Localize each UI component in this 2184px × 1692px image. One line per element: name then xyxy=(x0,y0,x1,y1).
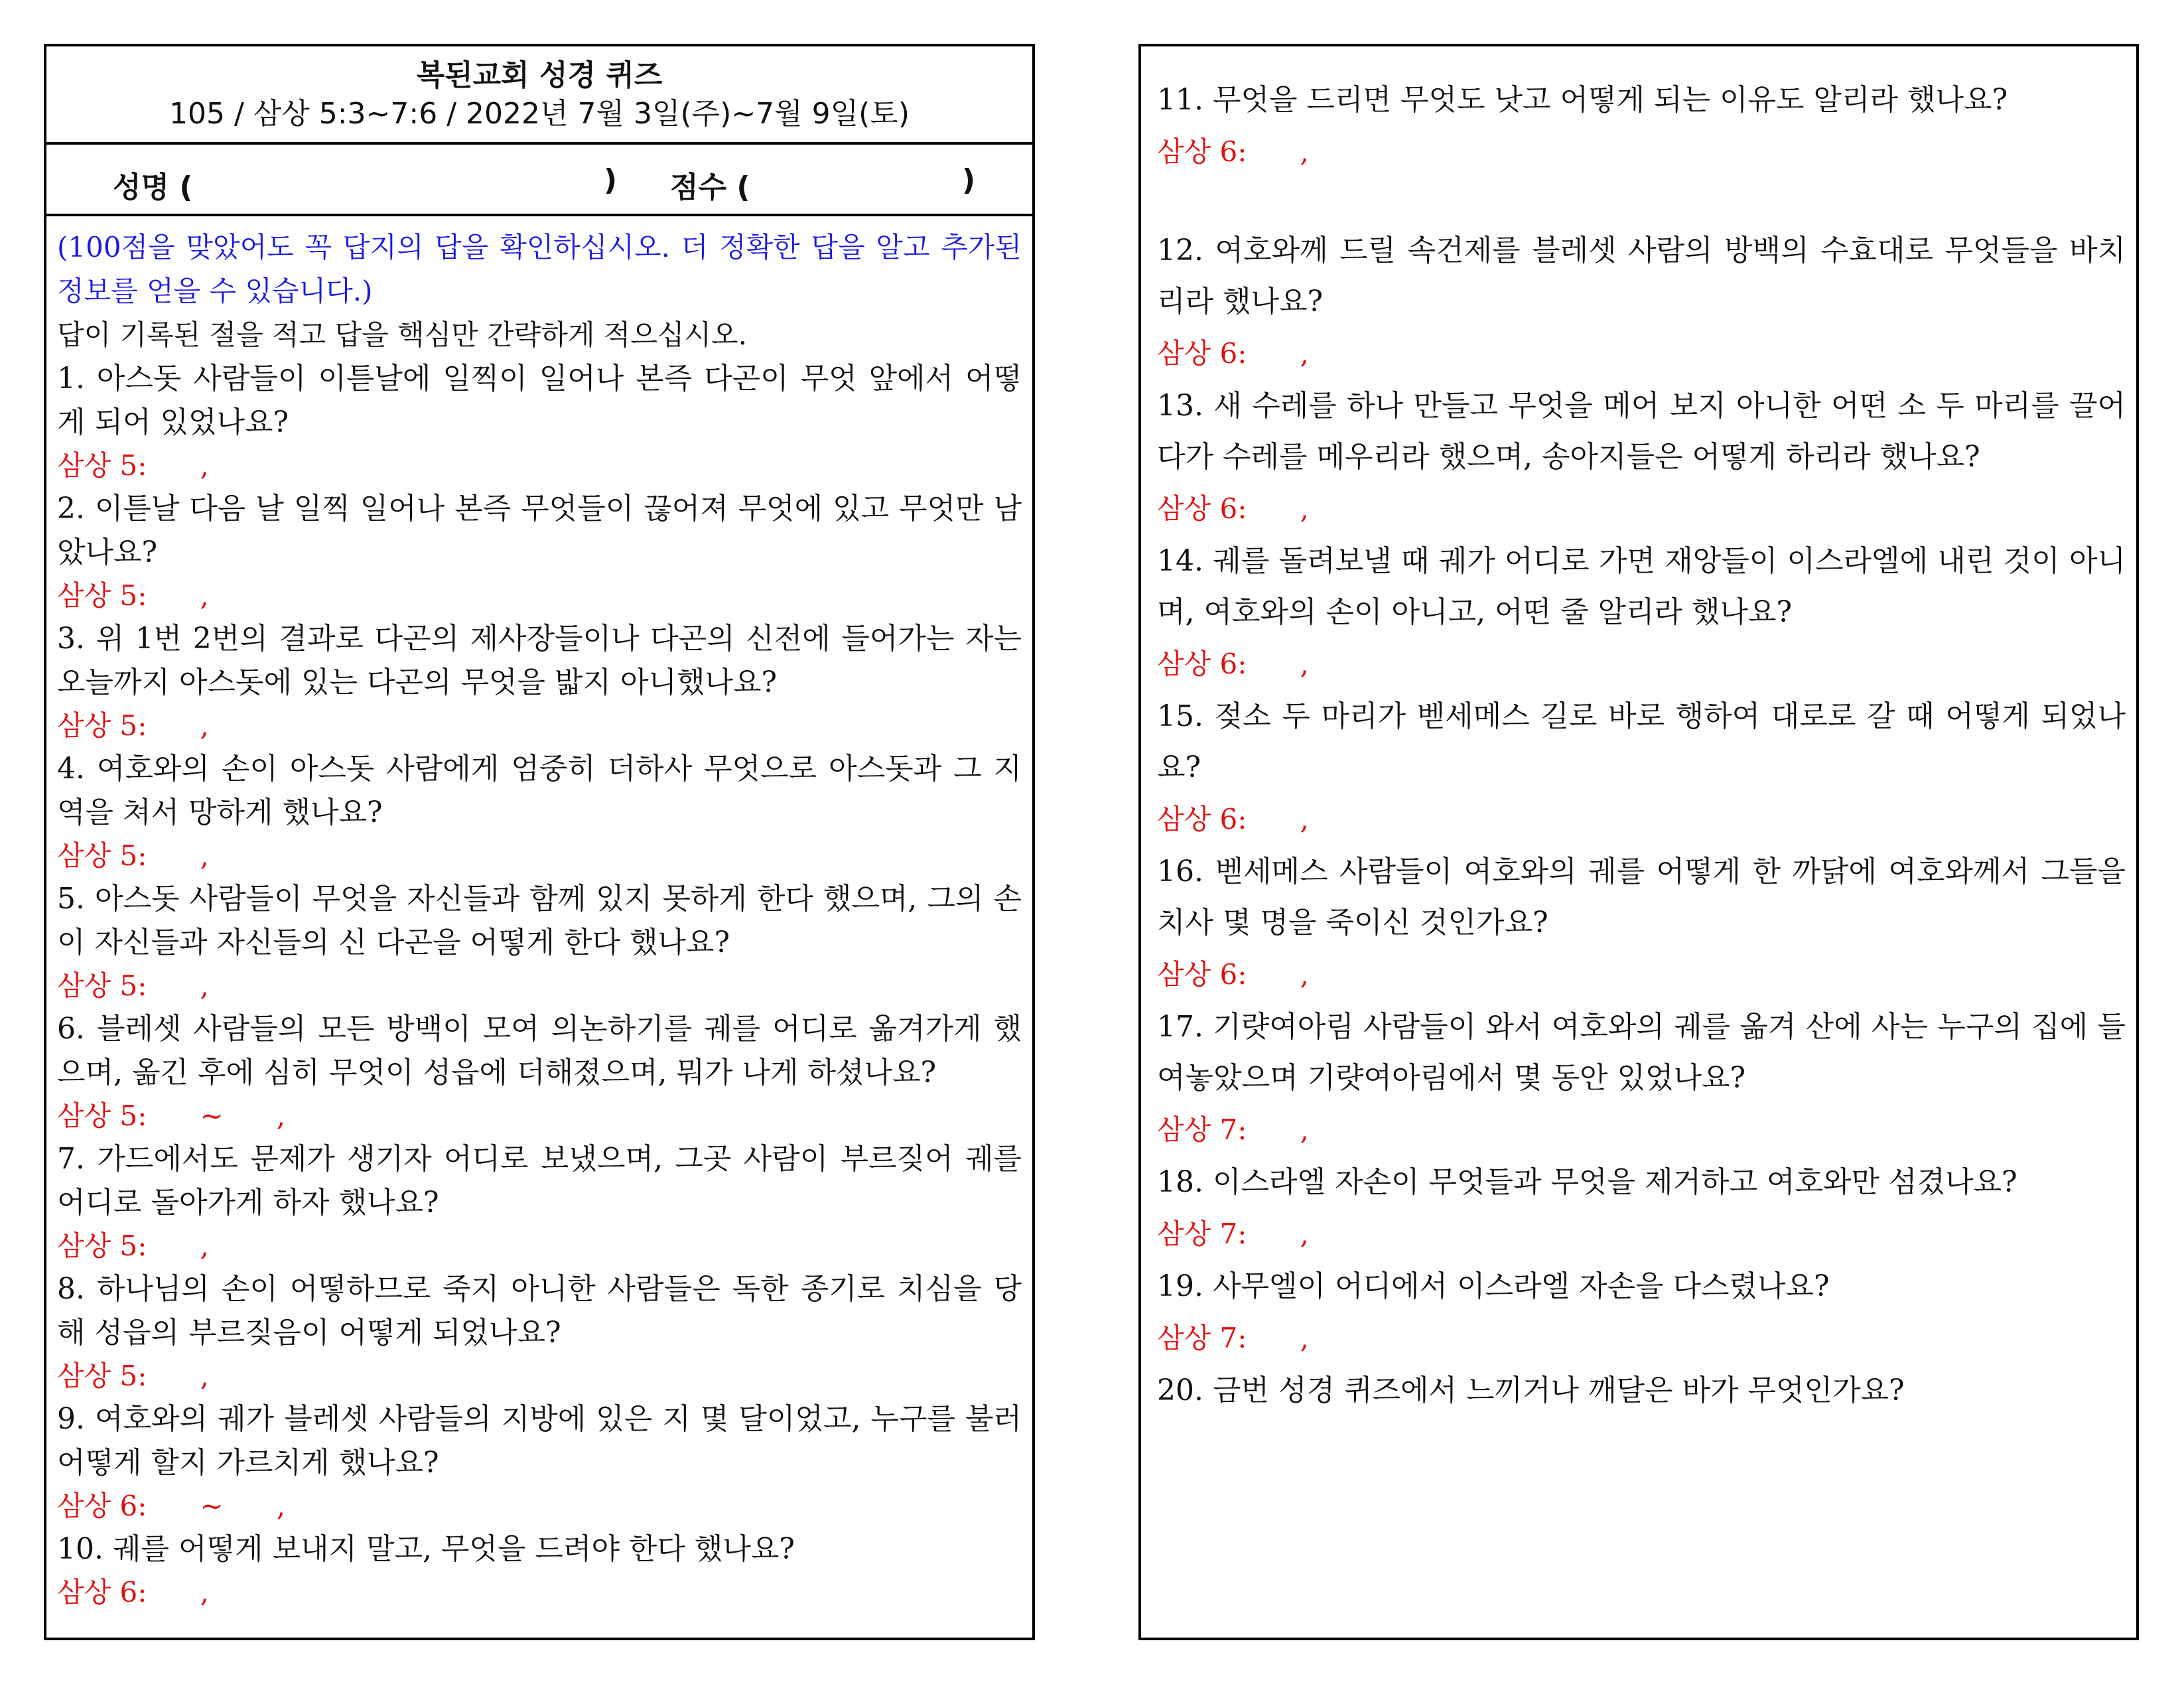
right-questions xyxy=(1141,46,2136,1416)
answer-ref-1: 삼상 5: , xyxy=(57,449,209,482)
question-14: 14. 궤를 돌려보낼 때 궤가 어디로 가면 재앙들이 이스라엘에 내린 것이 아니며, 여호와의 손이 아니고, 어떤 줄 알리라 했나요? xyxy=(1157,544,2126,629)
quiz-header xyxy=(46,46,1032,145)
question-16: 16. 벧세메스 사람들이 여호와의 궤를 어떻게 한 까닭에 여호와께서 그들을 치사 몇 명을 죽이신 것인가요? xyxy=(1157,855,2126,940)
question-9: 9. 여호와의 궤가 블레셋 사람들의 지방에 있은 지 몇 달이었고, 누구를 불러 어떻게 할지 가르치게 했나요? xyxy=(57,1402,1022,1480)
answer-ref-13: 삼상 6: , xyxy=(1157,492,1309,525)
quiz-subtitle: 105 / 삼상 5:3~7:6 / 2022년 7월 3일(주)~7월 9일(토) xyxy=(169,97,910,131)
score-label: 점수 ( xyxy=(670,171,750,204)
question-19: 19. 사무엘이 어디에서 이스라엘 자손을 다스렸나요? xyxy=(1157,1269,1830,1303)
question-1: 1. 아스돗 사람들이 이튿날에 일찍이 일어나 본즉 다곤이 무엇 앞에서 어떻게 되어 있었나요? xyxy=(57,362,1022,439)
answer-ref-9: 삼상 6: ~ , xyxy=(57,1490,286,1522)
answer-ref-5: 삼상 5: , xyxy=(57,969,209,1002)
answer-ref-17: 삼상 7: , xyxy=(1157,1113,1309,1146)
answer-ref-8: 삼상 5: , xyxy=(57,1360,209,1392)
question-8: 8. 하나님의 손이 어떻하므로 죽지 아니한 사람들은 독한 종기로 치심을 당해 성읍의 부르짖음이 어떻게 되었나요? xyxy=(57,1272,1022,1350)
answer-ref-14: 삼상 6: , xyxy=(1157,648,1309,680)
question-5: 5. 아스돗 사람들이 무엇을 자신들과 함께 있지 못하게 한다 했으며, 그의 손이 자신들과 자신들의 신 다곤을 어떻게 한다 했나요? xyxy=(57,882,1022,959)
answer-ref-18: 삼상 7: , xyxy=(1157,1218,1309,1250)
answer-ref-4: 삼상 5: , xyxy=(57,839,209,872)
answer-check-note: (100점을 맞았어도 꼭 답지의 답을 확인하십시오. 더 정확한 답을 알고 추가된 정보를 얻을 수 있습니다.) xyxy=(57,231,1022,307)
question-7: 7. 가드에서도 문제가 생기자 어디로 보냈으며, 그곳 사람이 부르짖어 궤를 어디로 돌아가게 하자 했나요? xyxy=(57,1142,1022,1220)
answer-ref-6: 삼상 5: ~ , xyxy=(57,1099,286,1132)
left-questions xyxy=(46,216,1032,1614)
answer-ref-2: 삼상 5: , xyxy=(57,579,209,612)
question-4: 4. 여호와의 손이 아스돗 사람에게 엄중히 더하사 무엇으로 아스돗과 그 지역을 쳐서 망하게 했나요? xyxy=(57,752,1022,829)
question-17: 17. 기럇여아림 사람들이 와서 여호와의 궤를 옮겨 산에 사는 누구의 집에 들여놓았으며 기럇여아림에서 몇 동안 있었나요? xyxy=(1157,1010,2126,1095)
answer-ref-16: 삼상 6: , xyxy=(1157,958,1309,991)
question-3: 3. 위 1번 2번의 결과로 다곤의 제사장들이나 다곤의 신전에 들어가는 자는 오늘까지 아스돗에 있는 다곤의 무엇을 밟지 아니했나요? xyxy=(57,622,1022,699)
answer-ref-10: 삼상 6: , xyxy=(57,1576,209,1608)
answer-ref-3: 삼상 5: , xyxy=(57,709,209,742)
name-label: 성명 ( xyxy=(113,171,193,204)
question-6: 6. 블레셋 사람들의 모든 방백이 모여 의논하기를 궤를 어디로 옮겨가게 했으며, 옮긴 후에 심히 무엇이 성읍에 더해졌으며, 뭐가 나게 하셨나요? xyxy=(57,1012,1022,1090)
question-20: 20. 금번 성경 퀴즈에서 느끼거나 깨달은 바가 무엇인가요? xyxy=(1157,1374,1905,1407)
spacer xyxy=(1157,178,2126,225)
answer-ref-7: 삼상 5: , xyxy=(57,1230,209,1262)
question-2: 2. 이튿날 다음 날 일찍 일어나 본즉 무엇들이 끊어져 무엇에 있고 무엇만 남았나요? xyxy=(57,492,1022,569)
left-quiz-panel xyxy=(44,44,1035,1640)
right-quiz-panel xyxy=(1138,44,2139,1640)
answer-ref-19: 삼상 7: , xyxy=(1157,1322,1309,1354)
name-close: ) xyxy=(604,163,618,197)
instruction: 답이 기록된 절을 적고 답을 핵심만 간략하게 적으십시오. xyxy=(57,318,747,351)
name-score-row xyxy=(46,145,1032,216)
answer-ref-15: 삼상 6: , xyxy=(1157,803,1309,835)
answer-ref-12: 삼상 6: , xyxy=(1157,337,1309,370)
score-close: ) xyxy=(962,163,976,197)
question-11: 11. 무엇을 드리면 무엇도 낫고 어떻게 되는 이유도 알리라 했나요? xyxy=(1157,83,2008,117)
answer-ref-11: 삼상 6: , xyxy=(1157,135,1309,168)
question-12: 12. 여호와께 드릴 속건제를 블레셋 사람의 방백의 수효대로 무엇들을 바치리라 했나요? xyxy=(1157,234,2126,318)
question-10: 10. 궤를 어떻게 보내지 말고, 무엇을 드려야 한다 했나요? xyxy=(57,1532,795,1566)
question-18: 18. 이스라엘 자손이 무엇들과 무엇을 제거하고 여호와만 섬겼나요? xyxy=(1157,1165,2017,1199)
question-15: 15. 젖소 두 마리가 벧세메스 길로 바로 행하여 대로로 갈 때 어떻게 되었나요? xyxy=(1157,699,2126,784)
quiz-title: 복된교회 성경 퀴즈 xyxy=(416,58,663,92)
question-13: 13. 새 수레를 하나 만들고 무엇을 메어 보지 아니한 어떤 소 두 마리를 끌어다가 수레를 메우리라 했으며, 송아지들은 어떻게 하리라 했나요? xyxy=(1157,389,2126,474)
